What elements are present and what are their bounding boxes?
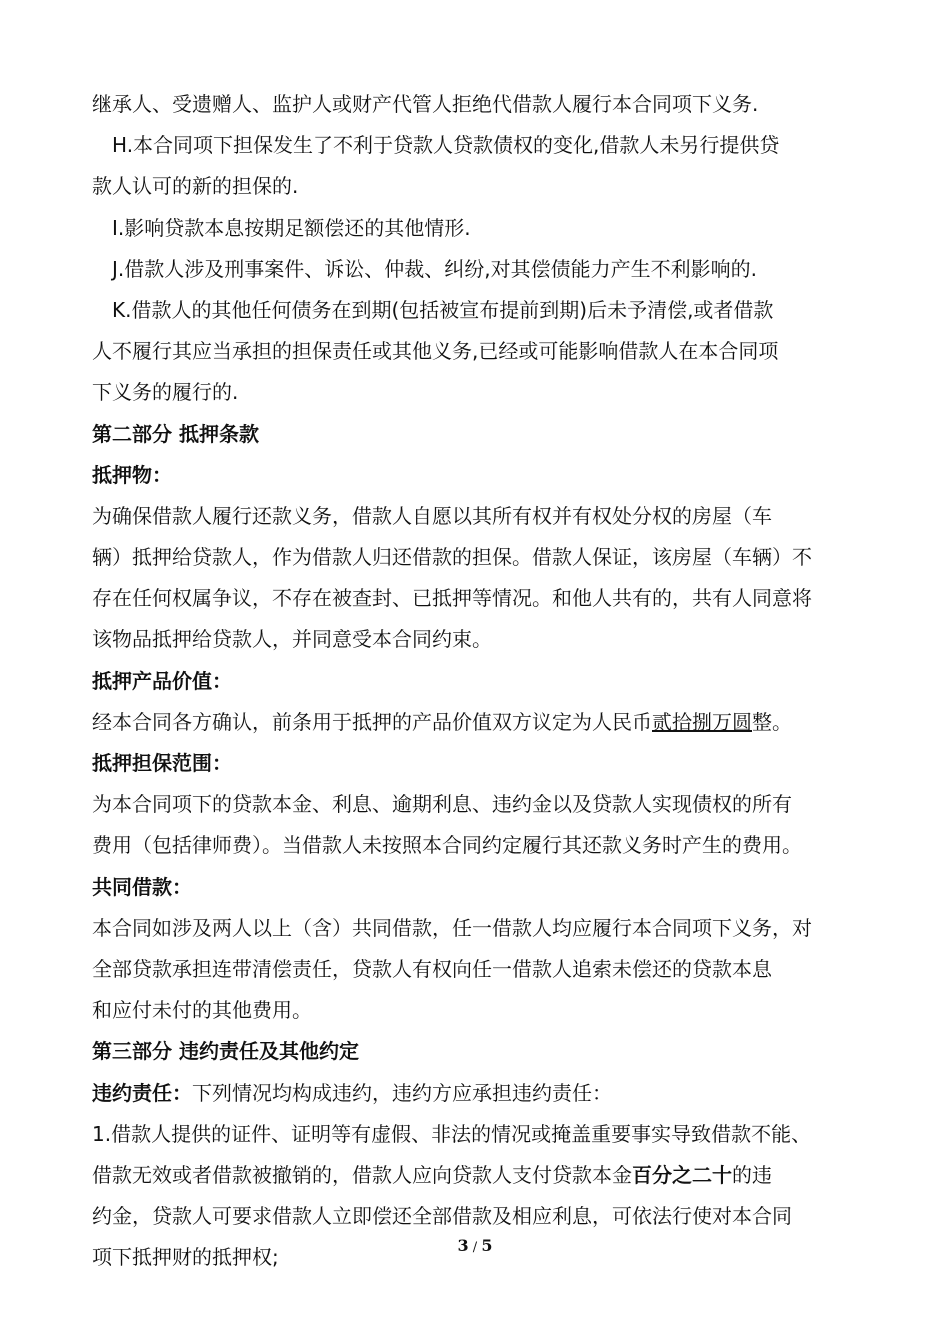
section-heading (92, 867, 872, 908)
text-line (92, 619, 872, 660)
text-line (92, 249, 872, 290)
line-text: 和应付未付的其他费用。 (92, 998, 312, 1023)
line-text: 抵押产品价值： (92, 668, 232, 693)
text-line (92, 331, 872, 372)
text-line (92, 990, 872, 1031)
line-text: 抵押物： (92, 462, 172, 487)
text-line (92, 1114, 872, 1155)
line-text: 辆）抵押给贷款人，作为借款人归还借款的担保。借款人保证，该房屋（车辆）不 (92, 545, 812, 570)
line-text-tail: 下列情况均构成违约，违约方应承担违约责任： (192, 1080, 612, 1105)
text-line (92, 784, 872, 825)
text-line (92, 702, 872, 743)
text-line (92, 578, 872, 619)
line-text: 第三部分 违约责任及其他约定 (92, 1039, 359, 1064)
line-text: 第二部分 抵押条款 (92, 421, 259, 446)
text-line (92, 1196, 872, 1237)
line-text: 为确保借款人履行还款义务，借款人自愿以其所有权并有权处分权的房屋（车 (92, 503, 772, 528)
line-text: 借款无效或者借款被撤销的，借款人应向贷款人支付贷款本金 (92, 1162, 632, 1187)
line-text: I.影响贷款本息按期足额偿还的其他情形. (112, 215, 471, 240)
section-heading (92, 414, 872, 455)
text-line (92, 372, 872, 413)
line-text: 继承人、受遗赠人、监护人或财产代管人拒绝代借款人履行本合同项下义务. (92, 92, 759, 116)
text-line (92, 84, 872, 125)
emphasis-text: 百分之二十 (632, 1162, 732, 1187)
section-heading (92, 1031, 872, 1072)
page-number (0, 1236, 950, 1255)
line-text: 存在任何权属争议，不存在被查封、已抵押等情况。和他人共有的，共有人同意将 (92, 586, 812, 611)
line-text: 下义务的履行的. (92, 380, 239, 405)
text-line (92, 1155, 872, 1196)
text-line (92, 290, 872, 331)
line-text: 该物品抵押给贷款人，并同意受本合同约束。 (92, 627, 492, 652)
line-text: 项下抵押财的抵押权; (92, 1245, 279, 1270)
page-current: 3 (457, 1236, 469, 1255)
page-total: 5 (481, 1236, 493, 1255)
line-text: 款人认可的新的担保的. (92, 174, 299, 199)
line-text: 本合同如涉及两人以上（含）共同借款，任一借款人均应履行本合同项下义务，对 (92, 915, 812, 940)
line-text: 为本合同项下的贷款本金、利息、逾期利息、违约金以及贷款人实现债权的所有 (92, 792, 792, 817)
page-separator: / (468, 1240, 482, 1255)
line-text: H.本合同项下担保发生了不利于贷款人贷款债权的变化,借款人未另行提供贷 (112, 133, 780, 158)
line-text: J.借款人涉及刑事案件、诉讼、仲裁、纠纷,对其偿债能力产生不利影响的. (112, 256, 757, 281)
line-text: K.借款人的其他任何债务在到期(包括被宣布提前到期)后未予清偿,或者借款 (112, 297, 774, 322)
text-line (92, 166, 872, 207)
line-text: 违约责任： (92, 1080, 192, 1105)
line-text: 费用（包括律师费）。当借款人未按照本合同约定履行其还款义务时产生的费用。 (92, 833, 802, 858)
line-text: 全部贷款承担连带清偿责任，贷款人有权向任一借款人追索未偿还的贷款本息 (92, 956, 772, 981)
document-body (92, 84, 872, 1278)
section-heading (92, 743, 872, 784)
text-line (92, 208, 872, 249)
text-line (92, 537, 872, 578)
line-text: 共同借款： (92, 874, 192, 899)
amount-underlined: 贰拾捌万圆 (652, 709, 752, 734)
text-line (92, 949, 872, 990)
section-heading (92, 661, 872, 702)
text-line (92, 825, 872, 866)
line-text: 1.借款人提供的证件、证明等有虚假、非法的情况或掩盖重要事实导致借款不能、 (92, 1121, 812, 1146)
text-line (92, 908, 872, 949)
line-text-tail: 的违 (732, 1162, 772, 1187)
section-heading (92, 455, 872, 496)
text-line (92, 1073, 872, 1114)
line-text-tail: 整。 (752, 709, 792, 734)
line-text: 约金，贷款人可要求借款人立即偿还全部借款及相应利息，可依法行使对本合同 (92, 1204, 792, 1229)
text-line (92, 125, 872, 166)
line-text: 抵押担保范围： (92, 751, 232, 775)
line-text: 人不履行其应当承担的担保责任或其他义务,已经或可能影响借款人在本合同项 (92, 339, 779, 364)
text-line (92, 496, 872, 537)
line-text: 经本合同各方确认，前条用于抵押的产品价值双方议定为人民币 (92, 709, 652, 734)
